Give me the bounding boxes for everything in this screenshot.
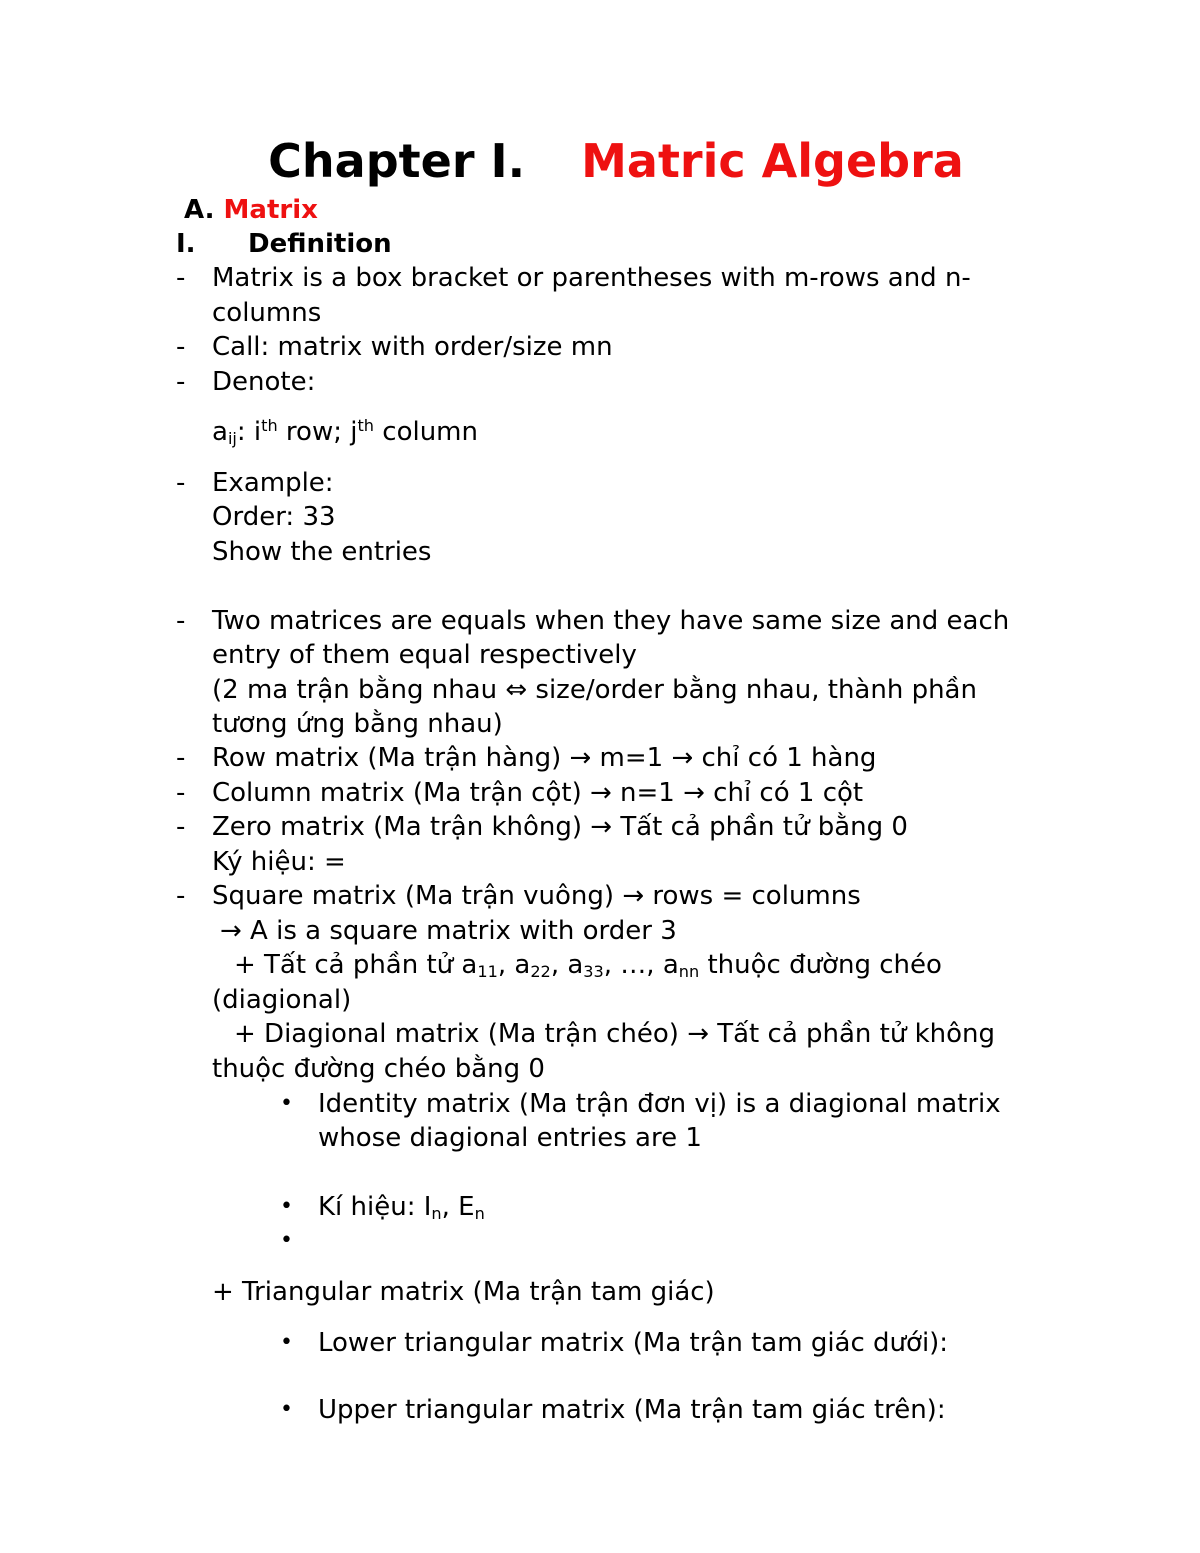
dash-marker: - [176,332,186,362]
equal-line-2: entry of them equal respectively [212,640,637,670]
example-line: Example: [212,468,334,498]
bullet-marker: • [280,1228,293,1253]
zero-matrix-line: Zero matrix (Ma trận không) → Tất cả phần tử bằng 0 [212,812,908,842]
diag-post: thuộc đường chéo [699,950,942,980]
show-entries-text: Show the entries [212,537,432,567]
diagonal-matrix-line-1: + Diagional matrix (Ma trận chéo) → Tất cả phần tử không [234,1019,996,1049]
section-a-label: A. [184,195,215,225]
denote-a: a [212,417,228,447]
diag-sub-11: 11 [477,962,498,982]
diag-c1: , a [497,950,531,980]
diagonal-matrix-line-2: thuộc đường chéo bằng 0 [212,1054,545,1084]
chapter-title [0,133,1200,189]
call-line: Call: matrix with order/size mn [212,332,613,362]
equal-line-1: Two matrices are equals when they have same size and each [212,606,1010,636]
diag-c2: , a [550,950,584,980]
triangular-line: + Triangular matrix (Ma trận tam giác) [212,1277,715,1307]
denote-end: column [374,417,478,447]
denote-aij-line [212,415,478,450]
bullet-marker: • [280,1091,293,1116]
dash-marker: - [176,743,186,773]
denote-th2: th [357,416,375,436]
row-matrix-line: Row matrix (Ma trận hàng) → m=1 → chỉ có 1 hàng [212,743,877,773]
section-i-title: Definition [248,229,392,259]
denote-mid1: : i [236,417,262,447]
ki-hieu-sub-n2: n [474,1204,485,1224]
dash-marker: - [176,468,186,498]
diag-sub-22: 22 [530,962,551,982]
bullet-marker: • [280,1330,293,1355]
denote-th1: th [261,416,278,436]
matrix-definition-line-2: columns [212,298,322,328]
square-order-line: → A is a square matrix with order 3 [220,916,677,946]
dash-marker: - [176,778,186,808]
ki-hieu-pre: Kí hiệu: I [318,1192,432,1222]
denote-line: Denote: [212,367,316,397]
order-line [212,500,336,535]
identity-line-2: whose diagional entries are 1 [318,1123,702,1153]
identity-line-1: Identity matrix (Ma trận đơn vị) is a diagional matrix [318,1089,1001,1119]
bullet-marker: • [280,1397,293,1422]
diag-c3: , …, a [603,950,679,980]
square-matrix-line: Square matrix (Ma trận vuông) → rows = columns [212,881,861,911]
dash-marker: - [176,606,186,636]
order-text: Order: 33 [212,502,336,532]
chapter-prefix: Chapter I. [268,134,526,188]
diag-sub-nn: nn [678,962,700,982]
equal-line-4: tương ứng bằng nhau) [212,709,503,739]
diagional-line: (diagional) [212,985,352,1015]
ky-hieu-line: Ký hiệu: = [212,847,346,877]
diagonal-entries-line [234,948,942,983]
ki-hieu-sub-n1: n [431,1204,442,1224]
upper-triangular-line: Upper triangular matrix (Ma trận tam giác trên): [318,1395,946,1425]
section-a-title: Matrix [223,195,318,225]
dash-marker: - [176,263,186,293]
bullet-marker: • [280,1194,293,1219]
ki-hieu-line [318,1190,485,1225]
matrix-definition-line-1: Matrix is a box bracket or parentheses with m-rows and n- [212,263,971,293]
dash-marker: - [176,367,186,397]
diag-pre: + Tất cả phần tử a [234,950,478,980]
diag-sub-33: 33 [583,962,604,982]
chapter-main-title: Matric Algebra [581,134,964,188]
dash-marker: - [176,881,186,911]
section-a-heading [184,193,318,228]
ki-hieu-mid: , E [441,1192,475,1222]
section-i-label: I. [176,229,196,259]
lower-triangular-line: Lower triangular matrix (Ma trận tam giác dưới): [318,1328,949,1358]
column-matrix-line: Column matrix (Ma trận cột) → n=1 → chỉ có 1 cột [212,778,864,808]
denote-mid2: row; j [277,417,358,447]
equal-line-3: (2 ma trận bằng nhau ⇔ size/order bằng nhau, thành phần [212,675,977,705]
show-entries-line [212,535,431,570]
denote-ij: ij [227,429,237,449]
dash-marker: - [176,812,186,842]
